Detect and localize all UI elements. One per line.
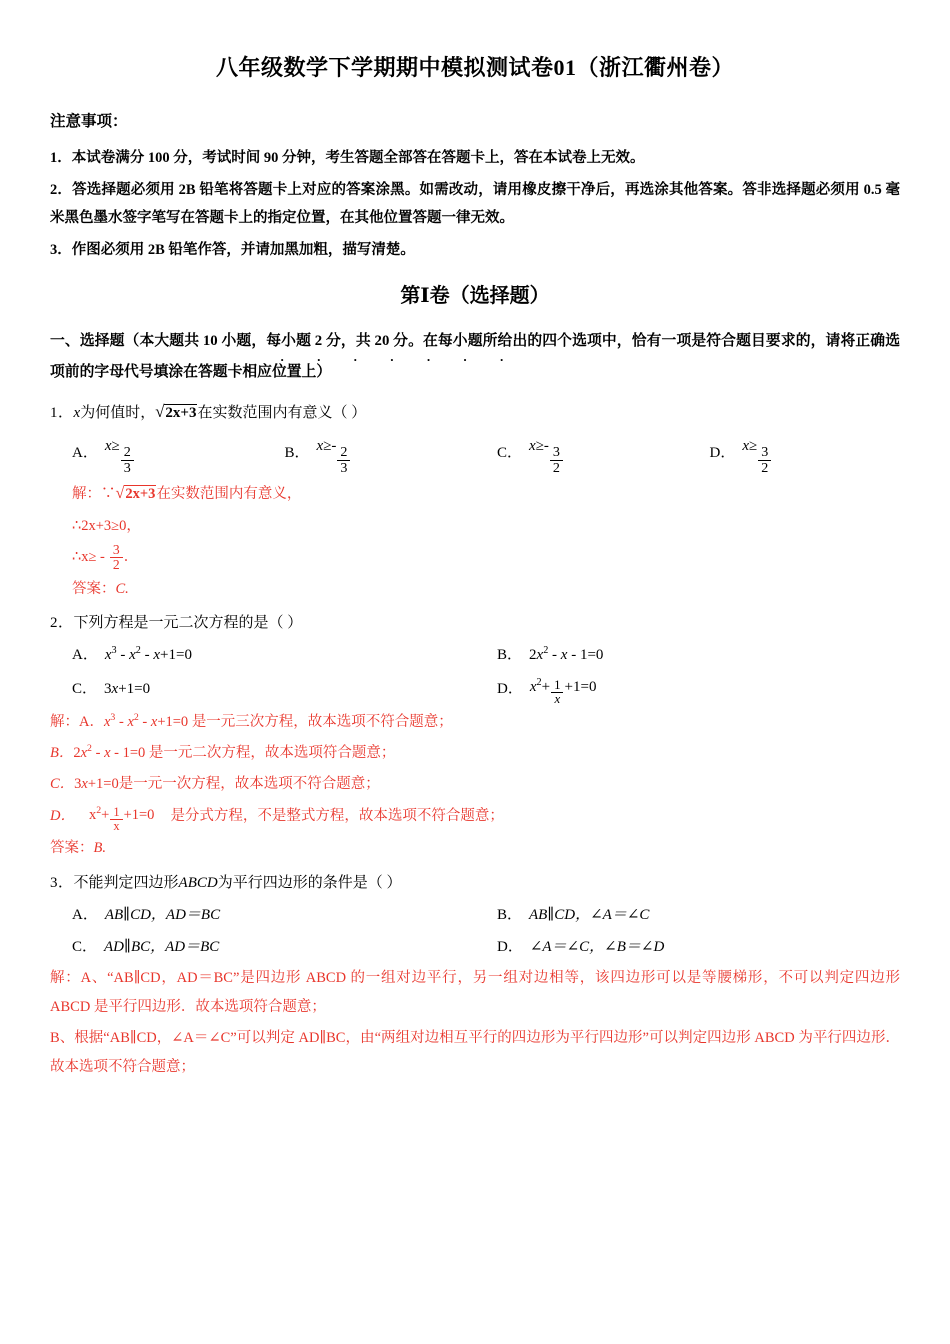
option-b-var: x — [316, 437, 324, 454]
option-a-expression: AB∥CD，AD＝BC — [104, 907, 221, 923]
question-1-option-a[interactable] — [50, 431, 263, 476]
question-3-stem-pre: 不能判定四边形 — [73, 874, 179, 891]
question-3-option-c[interactable] — [50, 932, 475, 962]
question-2-option-c[interactable] — [50, 672, 475, 705]
question-2-option-b[interactable] — [475, 640, 900, 670]
solution-2-tail-a: 是一元三次方程，故本选项不符合题意； — [191, 713, 453, 730]
solution-2-expr-c: 3x+1=0 — [74, 775, 119, 792]
question-3-options-row-1 — [50, 900, 900, 930]
option-a-numerator: 2 — [123, 443, 131, 460]
question-2-number: 2． — [50, 615, 74, 632]
question-1-option-c[interactable] — [475, 431, 688, 476]
solution-2-lead-a: 解：A． — [50, 713, 104, 730]
question-2-option-a[interactable] — [50, 640, 475, 670]
option-d-label: D． — [497, 939, 523, 955]
question-2-solution — [50, 708, 900, 863]
option-c-sign: - — [543, 437, 549, 454]
option-c-label: C． — [72, 939, 98, 955]
option-d-numerator: 3 — [761, 443, 769, 460]
question-3-option-b[interactable] — [475, 900, 900, 930]
solution-2-fraction: $\frac{1}{x}$ — [110, 806, 122, 832]
option-d-label: D． — [709, 445, 736, 462]
option-b-fraction — [337, 445, 350, 476]
option-c-rel: ≥ — [535, 437, 544, 454]
question-3-number: 3． — [50, 874, 74, 891]
question-1-radicand: 2x+3 — [165, 405, 197, 422]
question-1-number: 1． — [50, 405, 74, 422]
question-3-stem — [50, 870, 900, 896]
option-a-expression — [105, 431, 135, 476]
question-1 — [50, 397, 900, 603]
solution-1-line-1 — [50, 477, 900, 509]
option-c-expression: AD∥BC，AD＝BC — [104, 939, 220, 955]
option-b-label: B． — [284, 445, 310, 462]
solution-2-tail-b: 是一元二次方程，故本选项符合题意； — [148, 744, 396, 761]
option-d-fraction — [758, 445, 771, 476]
option-d-denominator: 2 — [758, 460, 771, 476]
option-b-rel: ≥ — [323, 437, 332, 454]
option-b-expression — [317, 431, 352, 476]
solution-2-expr-a: $x^3 - x^2 - x+1=0$ — [103, 711, 192, 730]
question-3-stem-post: 为平行四边形的条件是（ ） — [217, 874, 402, 891]
option-b-sign: - — [331, 437, 337, 454]
question-3-solution — [50, 964, 900, 1082]
solution-1-line-3 — [50, 543, 900, 573]
sqrt-icon — [155, 402, 197, 422]
option-b-numerator: 2 — [340, 443, 348, 460]
option-d-var: x — [742, 437, 750, 454]
question-2-options-row-1 — [50, 640, 900, 670]
solution-1-denominator: 2 — [110, 557, 123, 572]
question-2-answer — [50, 834, 900, 862]
question-1-variable: x — [73, 405, 81, 422]
question-3-options-row-2 — [50, 932, 900, 962]
notice-heading: 注意事项： — [50, 112, 128, 130]
notice-item-1: 1．本试卷满分 100 分，考试时间 90 分钟，考生答题全部答在答题卡上，答在本试卷上无效。 — [50, 149, 645, 166]
question-2-options-row-2 — [50, 672, 900, 705]
option-c-var: x — [529, 437, 536, 454]
notice-item-3: 3．作图必须用 2B 铅笔作答，并请加黑加粗，描写清楚。 — [50, 242, 415, 259]
solution-3-line-a: 解：A、“AB∥CD，AD＝BC”是四边形 ABCD 的一组对边平行，另一组对边相等，该四边形可以是等腰梯形，不可以判定四边形 ABCD 是平行四边形．故本选项符合题意； — [50, 970, 900, 1015]
solution-2-lead-c: C． — [50, 775, 75, 792]
section-instruction-wrapper — [50, 326, 900, 390]
option-b-label: B． — [497, 647, 523, 664]
solution-1-numerator: 3 — [112, 541, 120, 557]
solution-1-lead: 解：∵ — [72, 486, 116, 503]
option-a-label: A． — [72, 445, 98, 462]
question-1-answer — [50, 575, 900, 603]
solution-2-expr-d: $x^2+$ $\frac{1}{x}$ +1=0 — [88, 804, 155, 833]
solution-2-tail-d: 是分式方程，不是整式方程，故本选项不符合题意； — [170, 808, 504, 825]
question-2-option-d[interactable] — [475, 672, 900, 705]
solution-1-line-3-tail: ． — [123, 549, 139, 566]
option-b-denominator: 3 — [337, 460, 350, 476]
question-1-solution — [50, 477, 900, 603]
option-a-rel: ≥ — [111, 437, 120, 454]
option-d-expression — [742, 431, 772, 476]
question-2 — [50, 610, 900, 863]
question-1-options — [50, 431, 900, 476]
answer-value: C. — [115, 580, 129, 597]
option-a-expression: $x^3 - x^2 - x+1=0$ — [104, 645, 192, 664]
section-instruction-text: 一、选择题（本大题共 10 小题，每小题 2 分，共 20 分。在每小题所给出的四个选项中，恰有一项是符合题目要求的，请将正确选项前的字母代号填涂在答题卡相应位置上） — [50, 332, 900, 381]
option-c-label: C． — [72, 681, 98, 698]
solution-2-line-c — [50, 770, 900, 799]
solution-1-radicand: 2x+3 — [125, 486, 156, 503]
solution-2-tail-c: 是一元一次方程，故本选项不符合题意； — [118, 775, 380, 792]
option-a-var: x — [104, 437, 112, 454]
solution-3-line-b: B、根据“AB∥CD，∠A＝∠C”可以判定 AD∥BC，由“两组对边相互平行的四边形为平行四边形”可以判定四边形 ABCD 为平行四边形．故本选项不符合题意； — [50, 1030, 900, 1075]
option-c-denominator: 2 — [550, 460, 563, 476]
option-d-expression: ∠A＝∠C，∠B＝∠D — [529, 939, 665, 955]
question-1-stem-suffix: 在实数范围内有意义（ ） — [197, 405, 367, 422]
page-title: 八年级数学下学期期中模拟测试卷01（浙江衢州卷） — [215, 55, 734, 80]
question-3-option-a[interactable] — [50, 900, 475, 930]
option-d-rel: ≥ — [749, 437, 758, 454]
option-b-expression: AB∥CD，∠A＝∠C — [529, 907, 650, 923]
option-d-label: D． — [497, 681, 523, 698]
solution-1-fraction — [110, 543, 123, 573]
solution-1-line-1-tail: 在实数范围内有意义， — [156, 486, 302, 503]
option-b-label: B． — [497, 907, 523, 923]
solution-1-line-2: ∴2x+3≥0， — [72, 517, 141, 534]
emphasis-dots: · · · · · · · — [280, 351, 519, 367]
solution-1-line-3-lead: ∴x≥ - — [72, 549, 105, 566]
answer-value: B. — [93, 840, 106, 857]
sqrt-icon — [116, 486, 157, 502]
option-a-label: A． — [72, 907, 98, 923]
answer-label: 答案： — [50, 840, 94, 857]
option-a-fraction — [121, 445, 134, 476]
question-3 — [50, 870, 900, 1082]
volume-heading: 第Ⅰ卷（选择题） — [400, 284, 550, 307]
radical-sign: √ — [115, 484, 125, 503]
option-c-numerator: 3 — [552, 443, 560, 460]
solution-2-lead-b: B． — [50, 744, 74, 761]
notice-item-2: 2．答选择题必须用 2B 铅笔将答题卡上对应的答案涂黑。如需改动，请用橡皮擦干净后，再选涂其他答案。答非选择题必须用 0.5 毫米黑色墨水签字笔写在答题卡上的指定位置，在其他位置答题一律无效。 — [50, 181, 900, 227]
solution-2-line-b — [50, 739, 900, 768]
answer-label: 答案： — [72, 580, 116, 597]
option-a-label: A． — [72, 647, 98, 664]
option-a-denominator: 3 — [121, 460, 134, 476]
option-b-expression: $2x^2 - x - 1=0$ — [529, 645, 604, 664]
question-2-stem — [50, 610, 900, 636]
question-3-option-d[interactable] — [475, 932, 900, 962]
question-1-stem-mid: 为何值时， — [80, 405, 156, 422]
question-1-option-b[interactable] — [263, 431, 476, 476]
question-1-option-d[interactable] — [688, 431, 901, 476]
option-c-label: C． — [497, 445, 523, 462]
solution-2-lead-d: D． — [50, 808, 75, 825]
question-3-quadrilateral: ABCD — [178, 874, 218, 891]
option-c-expression: 3x+1=0 — [104, 681, 151, 698]
question-2-stem-text: 下列方程是一元二次方程的是（ ） — [73, 615, 303, 632]
solution-2-line-a — [50, 708, 900, 737]
question-1-stem — [50, 397, 900, 426]
option-c-expression — [529, 431, 564, 476]
solution-2-line-d — [50, 801, 900, 833]
option-d-fraction: $\frac{1}{x}$ — [551, 679, 563, 706]
solution-2-expr-b: $2x^2 - x - 1=0$ — [73, 742, 149, 761]
option-d-expression: $x^2+$ $\frac{1}{x}$ +1=0 — [529, 677, 597, 706]
radical-sign: √ — [155, 402, 165, 422]
option-c-fraction — [550, 445, 563, 476]
